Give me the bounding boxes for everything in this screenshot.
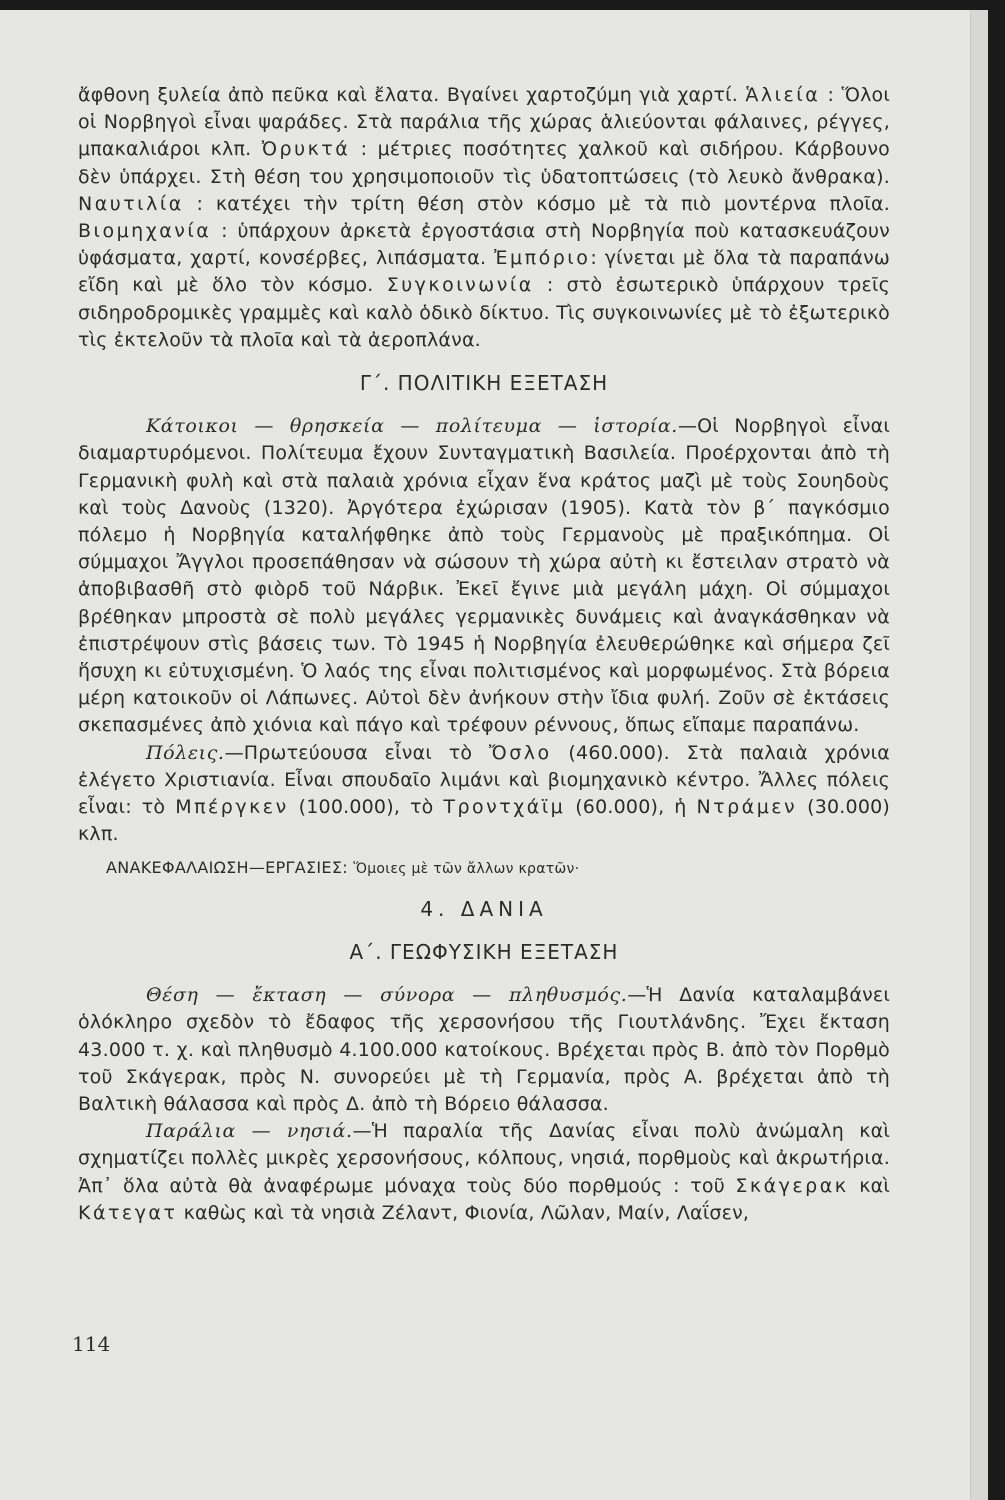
paragraph-lead: Κάτοικοι — θρησκεία — πολίτευμα — ἱστορία. <box>146 415 678 438</box>
section-heading-geography: Α΄. ΓΕΩΦΥΣΙΚΗ ΕΞΕΤΑΣΗ <box>349 939 619 964</box>
book-page <box>0 10 988 1500</box>
keyword-fishing: Ἁλιεία <box>745 84 821 106</box>
section-heading-politics: Γ΄. ΠΟΛΙΤΙΚΗ ΕΞΕΤΑΣΗ <box>359 371 609 396</box>
city-trondheim: Τροντχάϊμ <box>443 796 566 819</box>
city-drammen: Ντράμεν <box>696 796 798 819</box>
paragraph-cities: Πόλεις.—Πρωτεύουσα εἶναι τὸ Ὄσλο (460.000). Στὰ παλαιὰ χρόνια ἐλέγετο Χριστιανία. Εἶναι σπουδαῖο λιμάνι καὶ βιομηχανικὸ κέντρο. Ἄλλες πόλεις εἶναι: τὸ Μπέργκεν (100.000), τὸ Τροντχάϊμ (60.000), ἡ Ντράμεν (30.000) κλπ. <box>78 741 891 846</box>
page-edge <box>970 10 988 1500</box>
paragraph-lead: Παράλια — νησιά. <box>146 1120 353 1143</box>
recap-line <box>106 854 890 883</box>
paragraph-position-area: Θέση — ἔκταση — σύνορα — πληθυσμός.—Ἡ Δανία καταλαμβάνει ὁλόκληρο σχεδὸν τὸ ἔδαφος τῆς χερσονήσου τῆς Γιουτλάνδης. Ἔχει ἔκταση 43.000 τ. χ. καὶ πληθυσμὸ 4.100.000 κατοίκους. Βρέχεται πρὸς Β. ἀπὸ τὸν Πορθμὸ τοῦ Σκάγεραк, πρὸς Ν. συνορεύει μὲ τὴ Γερμανία, πρὸς Α. βρέχεται ἀπὸ τὴ Βαλτικὴ θάλασσα καὶ πρὸς Δ. ἀπὸ τὴ Βόρειο θάλασσα. <box>78 984 890 1115</box>
paragraph-lead: Πόλεις. <box>146 741 225 764</box>
city-bergen: Μπέργκεν <box>175 796 289 819</box>
keyword-minerals: Ὀρυκτά <box>261 138 351 161</box>
keyword-shipping: Ναυτιλία <box>78 192 184 215</box>
paragraph-coast-islands: Παράλια — νησιά.—Ἡ παραλία τῆς Δανίας εἶναι πολὺ ἀνώμαλη καὶ σχηματίζει πολλὲς μικρὲς χερσονήσους, κόλπους, νησιά, πορθμοὺς καὶ ἀκρωτήρια. Ἀπ᾽ ὅλα αὐτὰ θὰ ἀναφέρωμε μόναχα τοὺς δύο πορθμούς : τοῦ Σκάγεραк καὶ Κάτεγατ καθὼς καὶ τὰ νησιὰ Ζέλαντ, Φιονία, Λῶλαν, Μαίν, Λαΐσεν, <box>78 1120 890 1224</box>
strait-kattegat: Κάτεγατ <box>78 1201 178 1224</box>
page-number: 114 <box>72 1332 111 1356</box>
recap-text: Ὅμοιες μὲ τῶν ἄλλων κρατῶν· <box>353 861 580 878</box>
paragraph-inhabitants-history: Κάτοικοι — θρησκεία — πολίτευμα — ἱστορία.—Οἱ Νορβηγοὶ εἶναι διαμαρτυρόμενοι. Πολίτευμα ἔχουν Συνταγματικὴ Βασιλεία. Προέρχονται ἀπὸ τὴ Γερμανικὴ φυλὴ καὶ στὰ παλαιὰ χρόνια εἶχαν ἕνα κράτος μαζὶ μὲ τοὺς Σουηδοὺς καὶ τοὺς Δανοὺς (1320). Ἀργότερα ἐχώρισαν (1905). Κατὰ τὸν β΄ παγκόσμιο πόλεμο ἡ Νορβηγία καταλήφθηκε ἀπὸ τοὺς Γερμανοὺς μὲ πραξικόπημα. Οἱ σύμμαχοι Ἄγγλοι προσεπάθησαν νὰ σώσουν τὴ χώρα αὐτὴ κι ἔστειλαν στρατὸ νὰ ἀποβιβασθῆ στὸ φιὸρδ τοῦ Νάρβικ. Ἐκεῖ ἔγινε μιὰ μεγάλη μάχη. Οἱ σύμμαχοι βρέθηκαν μπροστὰ σὲ πολὺ μεγάλες γερμανικὲς δυνάμεις καὶ ἀναγκάσθηκαν νὰ ἐπιστρέψουν στὶς βάσεις των. Τὸ 1945 ἡ Νορβηγία ἐλευθερώθηκε καὶ σήμερα ζεῖ ἥσυχη κι εὐτυχισμένη. Ὁ λαός της εἶναι πολιτισμένος καὶ μορφωμένος. Στὰ βόρεια μέρη κατοικοῦν οἱ Λάπωνες. Αὐτοὶ δὲν ἀνήκουν στὴν ἴδια φυλή. Ζοῦν σὲ ἐκτάσεις σκεπασμένες ἀπὸ χιόνια καὶ πάγο καὶ τρέφουν ρέννους, ὅπως εἴπαμε παραπάνω. <box>78 415 890 737</box>
keyword-trade: Ἐμπόριο <box>494 247 591 270</box>
keyword-industry: Βιομηχανία <box>78 220 212 243</box>
city-oslo: Ὄσλο <box>488 741 552 764</box>
body-text <box>78 82 890 1227</box>
keyword-transport: Συγκοινωνία <box>386 274 534 297</box>
strait-skagerrak: Σκάγεραк <box>735 1174 849 1197</box>
chapter-title: 4. ΔΑΝΙΑ <box>420 896 548 921</box>
paragraph-norway-economy: ἄφθονη ξυλεία ἀπὸ πεῦκα καὶ ἔλατα. Βγαίνει χαρτοζύμη γιὰ χαρτί. Ἁλιεία : Ὅλοι οἱ Νορβηγοὶ εἶναι ψαράδες. Στὰ παράλια τῆς χώρας ἁλιεύονται φάλαινες, ρέγγες, μπακαλιάροι κλπ. Ὀρυκτά : μέτριες ποσότητες χαλκοῦ καὶ σιδήρου. Κάρβουνο δὲν ὑπάρχει. Στὴ θέση του χρησιμοποιοῦν τὶς ὑδατοπτώσεις (τὸ λευκὸ ἄνθρακα). Ναυτιλία : κατέχει τὴν τρίτη θέση στὸν κόσμο μὲ τὰ πιὸ μοντέρνα πλοῖα. Βιομηχανία : ὑπάρχουν ἀρκετὰ ἐργοστάσια στὴ Νορβηγία ποὺ κατασκευάζουν ὑφάσματα, χαρτί, κονσέρβες, λιπάσματα. Ἐμπόριο: γίνεται μὲ ὅλα τὰ παραπάνω εἴδη καὶ μὲ ὅλο τὸν κόσμο. Συγκοινωνία : στὸ ἐσωτερικὸ ὑπάρχουν τρεῖς σιδηροδρομικὲς γραμμὲς καὶ καλὸ ὁδικὸ δίκτυο. Τὶς συγκοινωνίες μὲ τὸ ἐξωτερικὸ τὶς ἐκτελοῦν τὰ πλοῖα καὶ τὰ ἀεροπλάνα. <box>78 84 890 351</box>
recap-label: ΑΝΑΚΕΦΑΛΑΙΩΣΗ—ΕΡΓΑΣΙΕΣ: <box>106 858 348 878</box>
paragraph-lead: Θέση — ἔκταση — σύνορα — πληθυσμός. <box>146 984 628 1007</box>
